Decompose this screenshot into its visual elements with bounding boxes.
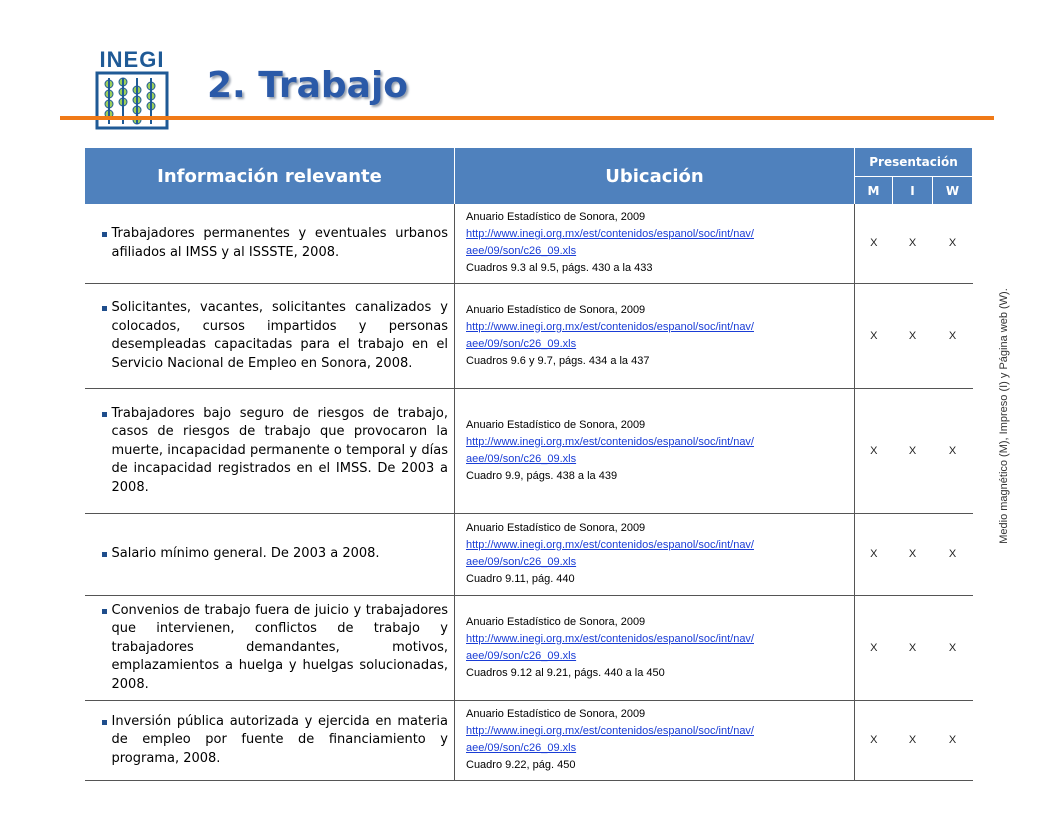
reference-text: Cuadros 9.3 al 9.5, págs. 430 a la 433 xyxy=(466,262,653,275)
info-text: Trabajadores permanentes y eventuales urbanos afiliados al IMSS y al ISSSTE, 2008. xyxy=(111,226,448,260)
table-row xyxy=(85,204,973,283)
reference-text: Cuadros 9.6 y 9.7, págs. 434 a la 437 xyxy=(466,354,650,367)
source-link[interactable]: http://www.inegi.org.mx/est/contenidos/espanol/soc/int/nav/ xyxy=(466,632,754,645)
info-text: Inversión pública autorizada y ejercida en materia de empleo por fuente de financiamiento y programa, 2008. xyxy=(111,713,448,766)
source-text: Anuario Estadístico de Sonora, 2009 xyxy=(466,522,646,534)
mark-i: X xyxy=(893,595,933,700)
info-text: Trabajadores bajo seguro de riesgos de trabajo, casos de riesgos de trabajo que provocaron la muerte, incapacidad permanente o temporal y días de incapacidad registrados en el IMSS. De 2003 a 2008. xyxy=(111,405,448,495)
mark-i: X xyxy=(893,283,933,388)
source-text: Anuario Estadístico de Sonora, 2009 xyxy=(466,708,646,720)
bullet-icon xyxy=(102,552,107,557)
mark-m: X xyxy=(855,388,893,513)
header-i: I xyxy=(893,177,933,205)
source-text: Anuario Estadístico de Sonora, 2009 xyxy=(466,615,646,628)
info-cell xyxy=(85,595,455,700)
source-text: Anuario Estadístico de Sonora, 2009 xyxy=(466,303,646,316)
mark-m: X xyxy=(855,283,893,388)
table-row xyxy=(85,595,973,700)
source-link[interactable]: http://www.inegi.org.mx/est/contenidos/espanol/soc/int/nav/ xyxy=(466,320,754,333)
information-table xyxy=(84,148,973,781)
info-text: Solicitantes, vacantes, solicitantes canalizados y colocados, cursos impartidos y personas desempleadas capacitadas para el trabajo en el Servicio Nacional de Empleo en Sonora, 2008. xyxy=(111,300,448,371)
bullet-icon xyxy=(102,412,107,417)
source-link[interactable]: http://www.inegi.org.mx/est/contenidos/espanol/soc/int/nav/ xyxy=(466,435,754,448)
source-link-file[interactable]: aee/09/son/c26_09.xls xyxy=(466,556,577,568)
table-row xyxy=(85,388,973,513)
location-cell xyxy=(455,388,855,513)
source-link-file[interactable]: aee/09/son/c26_09.xls xyxy=(466,742,577,754)
mark-w: X xyxy=(933,513,973,595)
bullet-icon xyxy=(102,609,107,614)
header-info: Información relevante xyxy=(85,148,455,204)
source-link[interactable]: http://www.inegi.org.mx/est/contenidos/espanol/soc/int/nav/ xyxy=(466,539,754,551)
page-title: 2. Trabajo xyxy=(207,65,409,106)
source-text: Anuario Estadístico de Sonora, 2009 xyxy=(466,211,646,224)
source-link-file[interactable]: aee/09/son/c26_09.xls xyxy=(466,452,577,465)
table-row xyxy=(85,700,973,780)
location-cell xyxy=(455,700,855,780)
mark-i: X xyxy=(893,204,933,283)
source-link[interactable]: http://www.inegi.org.mx/est/contenidos/espanol/soc/int/nav/ xyxy=(466,725,754,737)
mark-w: X xyxy=(933,700,973,780)
header-location: Ubicación xyxy=(455,148,855,204)
table-row xyxy=(85,283,973,388)
presentation-legend-text: Medio magnético (M), Impreso (I) y Página web (W). xyxy=(998,288,1010,544)
source-link-file[interactable]: aee/09/son/c26_09.xls xyxy=(466,649,577,662)
bullet-icon xyxy=(102,306,107,311)
info-cell xyxy=(85,204,455,283)
source-link-file[interactable]: aee/09/son/c26_09.xls xyxy=(466,337,577,350)
location-cell xyxy=(455,513,855,595)
logo-text: INEGI xyxy=(99,47,165,72)
mark-w: X xyxy=(933,388,973,513)
location-cell xyxy=(455,204,855,283)
header-divider xyxy=(60,116,994,120)
info-cell xyxy=(85,283,455,388)
header-presentation: Presentación xyxy=(855,148,973,177)
mark-i: X xyxy=(893,388,933,513)
source-link-file[interactable]: aee/09/son/c26_09.xls xyxy=(466,245,577,258)
mark-w: X xyxy=(933,204,973,283)
info-text: Convenios de trabajo fuera de juicio y trabajadores que intervienen, conflictos de trabajo y trabajadores demandantes, motivos, emplazamientos a huelga y huelgas solucionadas, 2008. xyxy=(111,602,448,692)
table-row xyxy=(85,513,973,595)
info-cell xyxy=(85,513,455,595)
header-w: W xyxy=(933,177,973,205)
location-cell xyxy=(455,595,855,700)
source-text: Anuario Estadístico de Sonora, 2009 xyxy=(466,418,646,431)
mark-w: X xyxy=(933,595,973,700)
mark-m: X xyxy=(855,595,893,700)
info-cell xyxy=(85,388,455,513)
reference-text: Cuadro 9.9, págs. 438 a la 439 xyxy=(466,469,618,482)
reference-text: Cuadro 9.11, pág. 440 xyxy=(466,573,575,585)
header-m: M xyxy=(855,177,893,205)
source-link[interactable]: http://www.inegi.org.mx/est/contenidos/espanol/soc/int/nav/ xyxy=(466,228,754,241)
bullet-icon xyxy=(102,720,107,725)
info-text: Salario mínimo general. De 2003 a 2008. xyxy=(111,546,380,562)
bullet-icon xyxy=(102,232,107,237)
mark-i: X xyxy=(893,513,933,595)
reference-text: Cuadro 9.22, pág. 450 xyxy=(466,759,576,771)
mark-m: X xyxy=(855,204,893,283)
location-cell xyxy=(455,283,855,388)
mark-m: X xyxy=(855,700,893,780)
info-cell xyxy=(85,700,455,780)
mark-m: X xyxy=(855,513,893,595)
mark-i: X xyxy=(893,700,933,780)
reference-text: Cuadros 9.12 al 9.21, págs. 440 a la 450 xyxy=(466,666,665,679)
mark-w: X xyxy=(933,283,973,388)
